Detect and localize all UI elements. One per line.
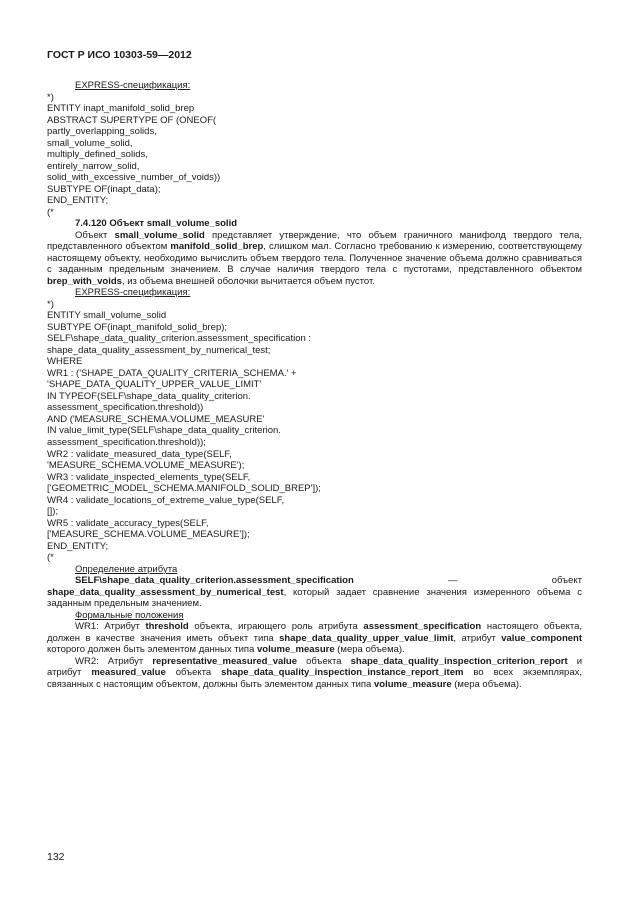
attribute-definition-label: Определение атрибута xyxy=(75,563,178,575)
code-line: multiply_defined_solids, xyxy=(47,149,148,161)
code-block-1 xyxy=(47,92,582,219)
express-spec-label: EXPRESS-спецификация: xyxy=(75,80,191,91)
code-line: WR2 : validate_measured_data_type(SELF, xyxy=(47,448,232,460)
code-line: ENTITY small_volume_solid xyxy=(47,310,167,322)
express-spec-label: EXPRESS-спецификация: xyxy=(75,287,191,299)
code-line: assessment_specification.threshold)) xyxy=(47,402,204,414)
code-line: (* xyxy=(47,206,54,218)
code-line: ['GEOMETRIC_MODEL_SCHEMA.MANIFOLD_SOLID_BREP']); xyxy=(47,483,321,495)
code-line: WR5 : validate_accuracy_types(SELF, xyxy=(47,517,209,529)
code-line: WR1 : ('SHAPE_DATA_QUALITY_CRITERIA_SCHEMA.' + xyxy=(47,367,297,379)
code-block-2 xyxy=(47,299,582,564)
code-line: WHERE xyxy=(47,356,83,368)
wr2-paragraph: WR2: Атрибут representative_measured_value объекта shape_data_quality_inspection_criterion_report и атрибут measured_value объекта shape_data_quality_inspection_instance_report_item во всех экземплярах, связанных с настоящим объектом, должны быть элементом данных типа volume_measure (мера объема). xyxy=(47,655,583,690)
code-line: ['MEASURE_SCHEMA.VOLUME_MEASURE']); xyxy=(47,529,250,541)
code-line: SELF\shape_data_quality_criterion.assessment_specification : xyxy=(47,333,312,345)
code-line: []); xyxy=(47,506,59,518)
code-line: 'SHAPE_DATA_QUALITY_UPPER_VALUE_LIMIT' xyxy=(47,379,262,391)
code-line: IN value_limit_type(SELF\shape_data_quality_criterion. xyxy=(47,425,281,437)
code-line: (* xyxy=(47,552,54,564)
code-line: *) xyxy=(47,298,54,310)
formal-propositions-label: Формальные положения xyxy=(75,609,184,621)
attribute-definition-paragraph: SELF\shape_data_quality_criterion.assessment_specification — объект shape_data_quality_assessment_by_numerical_test, который задает сравнение значения измеренного объема с заданным предельным значением. xyxy=(47,575,582,610)
page-number: 132 xyxy=(47,851,65,863)
code-line: partly_overlapping_solids, xyxy=(47,126,157,138)
code-line: ABSTRACT SUPERTYPE OF (ONEOF( xyxy=(47,114,217,126)
code-line: 'MEASURE_SCHEMA.VOLUME_MEASURE'); xyxy=(47,460,245,472)
code-line: WR3 : validate_inspected_elements_type(SELF, xyxy=(47,471,251,483)
code-line: AND ('MEASURE_SCHEMA.VOLUME_MEASURE' xyxy=(47,413,265,425)
section-heading: 7.4.120 Объект small_volume_solid xyxy=(75,218,238,230)
section-paragraph: Объект small_volume_solid представляет утверждение, что объем граничного манифолд твердого тела, представленного объектом manifold_solid_brep, слишком мал. Согласно требованию к измерению, соответствующему настоящему объекту, необходимо вычислить объем твердого тела. Полученное значение объема должно сравниваться с заданным предельным значением. В случае наличия твердого тела с пустотами, представленного объектом brep_with_voids, из объема внешней оболочки вычитается объем пустот. xyxy=(47,229,583,287)
code-line: WR4 : validate_locations_of_extreme_value_type(SELF, xyxy=(47,494,285,506)
code-line: assessment_specification.threshold)); xyxy=(47,436,206,448)
page-content xyxy=(47,80,582,690)
code-line: small_volume_solid, xyxy=(47,137,133,149)
page-header: ГОСТ Р ИСО 10303-59—2012 xyxy=(47,49,192,61)
code-line: END_ENTITY; xyxy=(47,540,109,552)
code-line: *) xyxy=(47,91,54,103)
code-line: IN TYPEOF(SELF\shape_data_quality_criterion. xyxy=(47,390,251,402)
code-line: shape_data_quality_assessment_by_numerical_test; xyxy=(47,344,271,356)
code-line: solid_with_excessive_number_of_voids)) xyxy=(47,172,221,184)
code-line: SUBTYPE OF(inapt_data); xyxy=(47,183,161,195)
code-line: SUBTYPE OF(inapt_manifold_solid_brep); xyxy=(47,321,228,333)
wr1-paragraph: WR1: Атрибут threshold объекта, играющего роль атрибута assessment_specification настоящего объекта, должен в качестве значения иметь объект типа shape_data_quality_upper_value_limit, атрибут value_component которого должен быть элементом данных типа volume_measure (мера объема). xyxy=(47,621,583,656)
code-line: END_ENTITY; xyxy=(47,195,109,207)
code-line: ENTITY inapt_manifold_solid_brep xyxy=(47,103,195,115)
code-line: entirely_narrow_solid, xyxy=(47,160,140,172)
